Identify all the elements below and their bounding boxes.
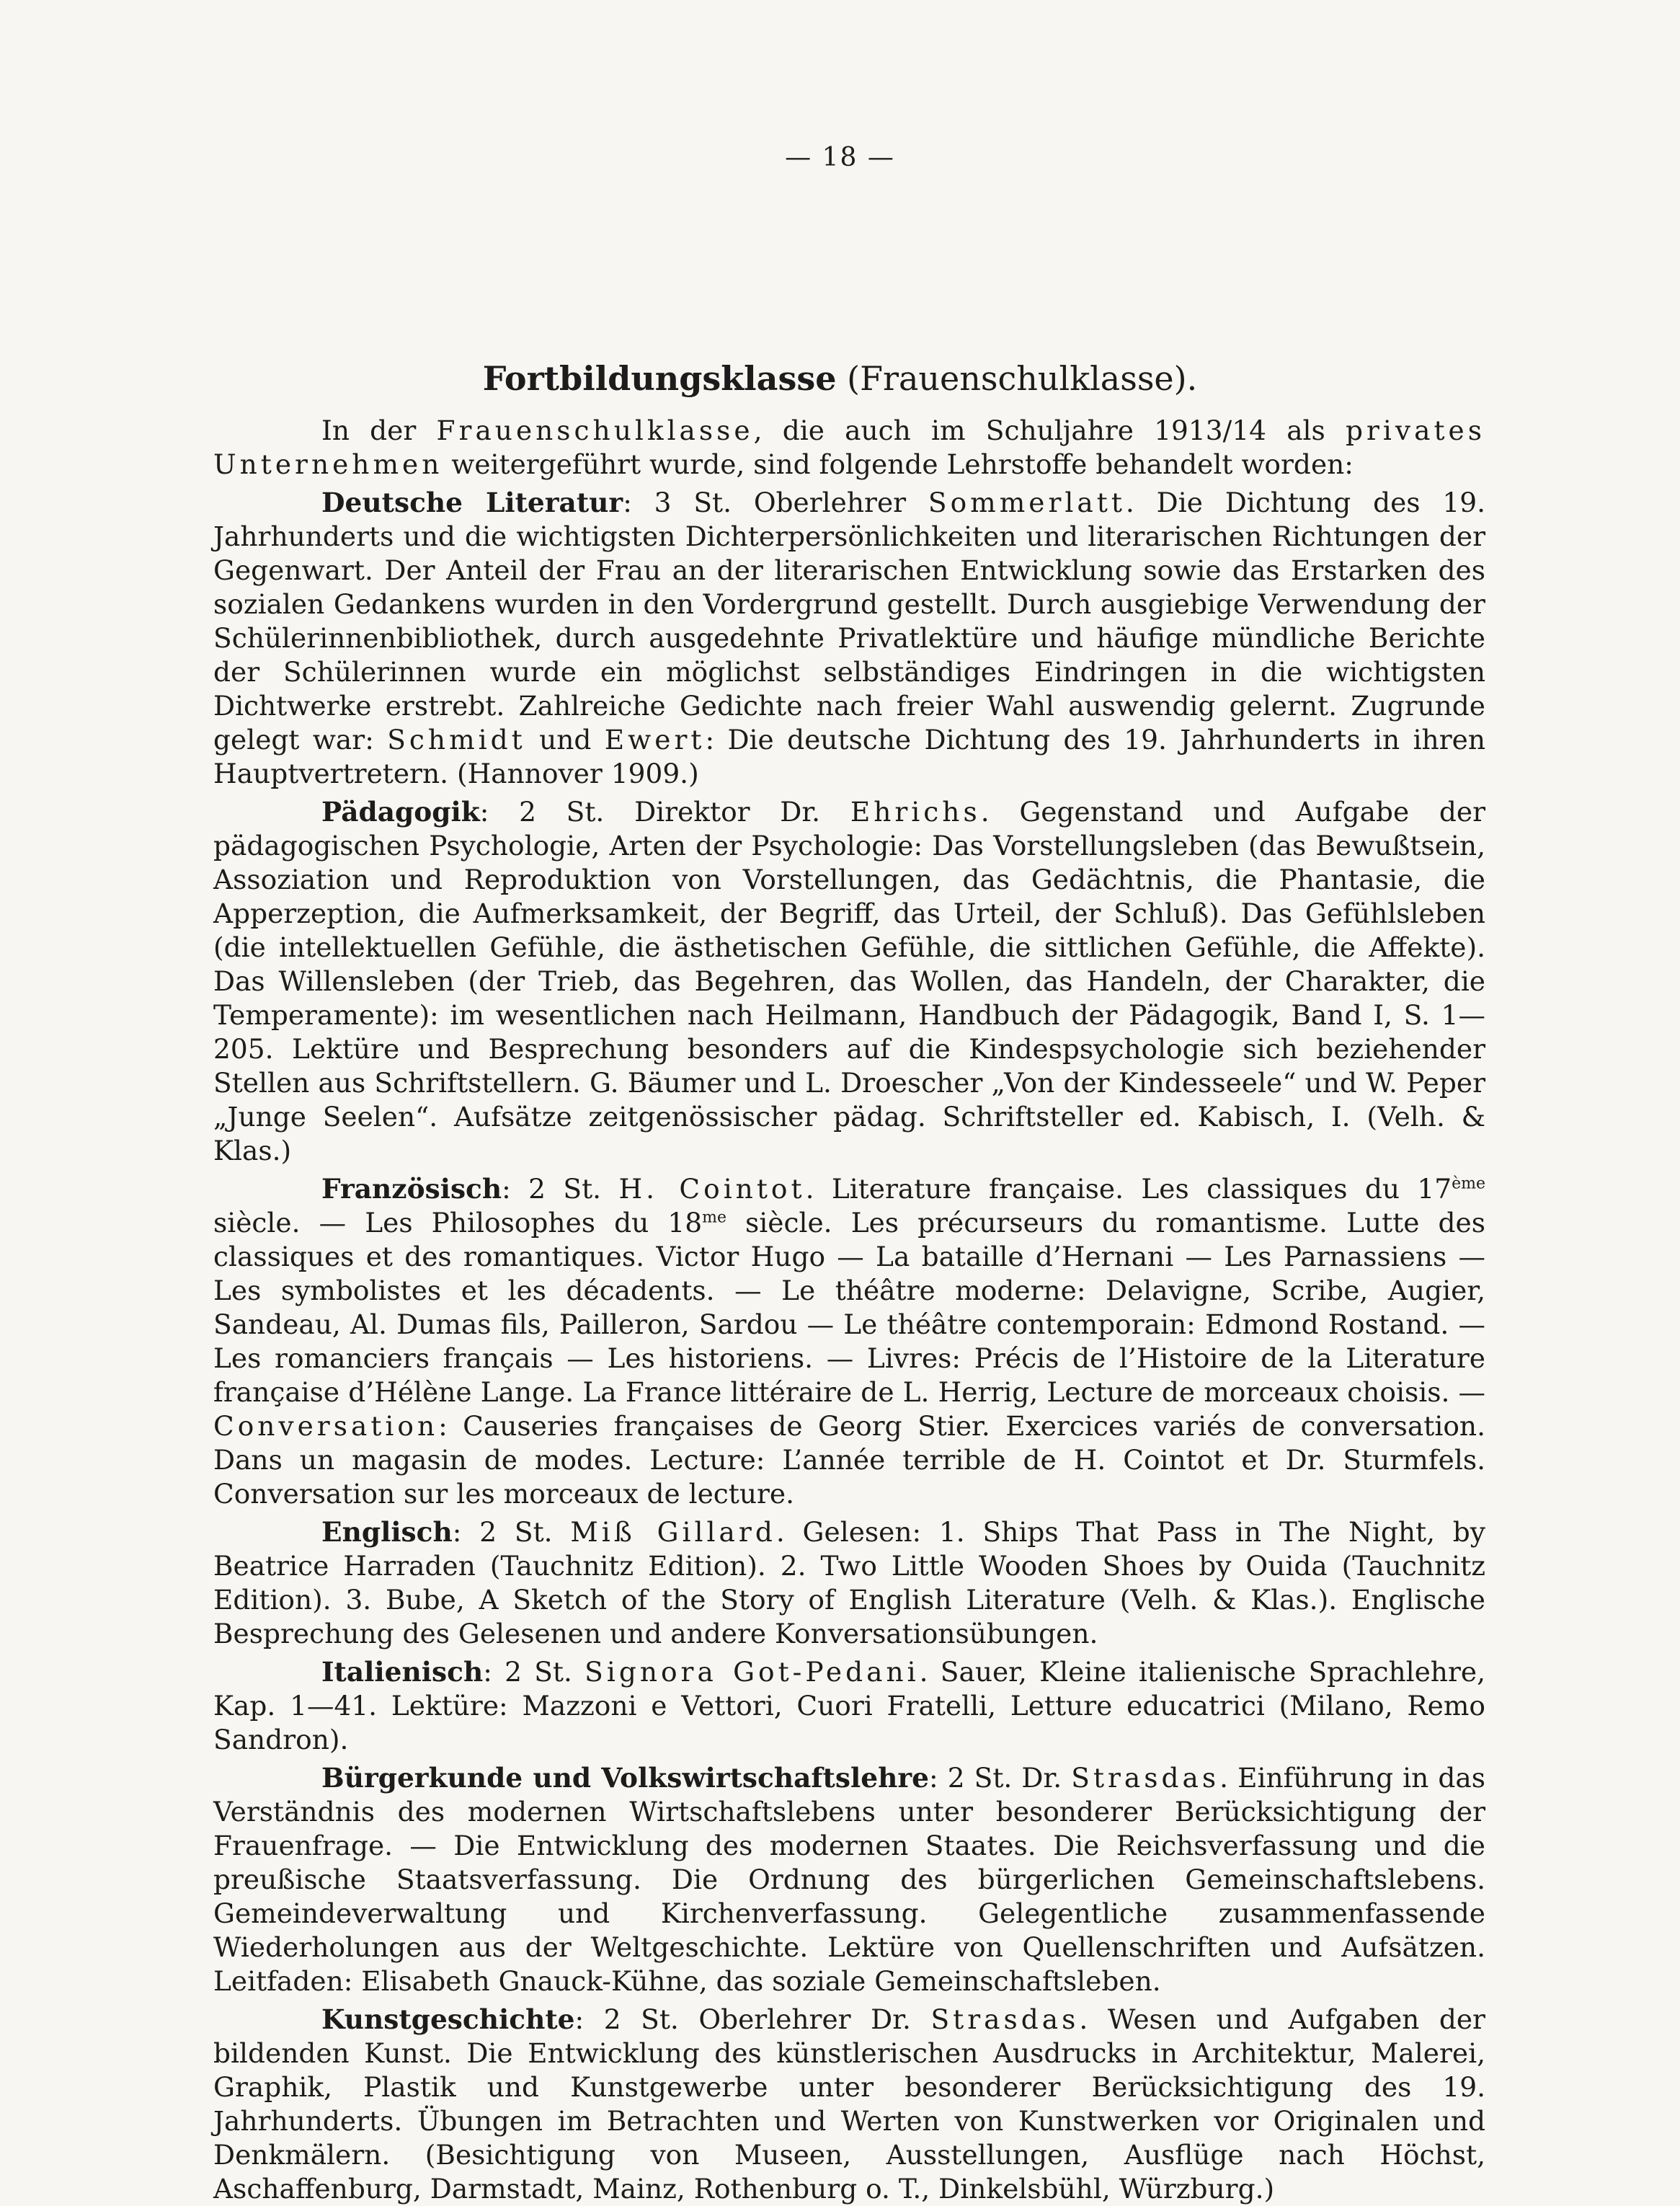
paragraph-franzoesisch: Französisch: 2 St. H. Cointot. Literature française. Les classiques du 17ème siècle. — Les Philosophes du $18^{me}$ siècle. Les précurseurs du romantisme. Lutte des classiques et des romantiques. Victor Hugo — La bataille d’Hernani — Les Parnassiens — Les symbolistes et les décadents. — Le théâtre moderne: Delavigne, Scribe, Augier, Sandeau, Al. Dumas fils, Pailleron, Sardou — Le théâtre contemporain: Edmond Rostand. — Les romanciers français — Les historiens. — Livres: Précis de l’Histoire de la Literature française d’Hélène Lange. La France littéraire de L. Herrig, Lecture de morceaux choisis. — Conversation: Causeries françaises de Georg Stier. Exercices variés de conversation. Dans un magasin de modes. Lecture: L’année terrible de H. Cointot et Dr. Sturmfels. Conversation sur les morceaux de lecture. (213, 1173, 1485, 1510)
subject-label: Pädagogik (321, 796, 480, 828)
section-heading (0, 359, 1680, 398)
subject-label: Bürgerkunde und Volkswirtschaftslehre (321, 1762, 929, 1794)
subject-label: Kunstgeschichte (321, 2003, 575, 2035)
paragraph-buergerkunde: Bürgerkunde und Volkswirtschaftslehre: 2 St. Dr. Strasdas. Einführung in das Verständnis des modernen Wirtschaftslebens unter besonderer Berücksichtigung der Frauenfrage. — Die Entwicklung des modernen Staates. Die Reichsverfassung und die preußische Staatsverfassung. Die Ordnung des bürgerlichen Gemeinschaftslebens. Gemeindeverwaltung und Kirchenverfassung. Gelegentliche zusammenfassende Wiederholungen aus der Weltgeschichte. Lektüre von Quellenschriften und Aufsätzen. Leitfaden: Elisabeth Gnauck-Kühne, das soziale Gemeinschaftsleben. (213, 1762, 1485, 1997)
intro-paragraph: In der Frauenschulklasse, die auch im Schuljahre 1913/14 als privates Unternehmen weitergeführt wurde, sind folgende Lehrstoffe behandelt worden: (213, 415, 1485, 480)
heading-subtitle: (Frauenschulklasse). (836, 359, 1198, 398)
body-text (213, 414, 1485, 2206)
paragraph-deutsche-literatur: Deutsche Literatur: 3 St. Oberlehrer Sommerlatt. Die Dichtung des 19. Jahrhunderts und die wichtigsten Dichterpersönlichkeiten und literarischen Richtungen der Gegenwart. Der Anteil der Frau an der literarischen Entwicklung sowie das Erstarken des sozialen Gedankens wurden in den Vordergrund gestellt. Durch ausgiebige Verwendung der Schülerinnenbibliothek, durch ausgedehnte Privatlektüre und häufige mündliche Berichte der Schülerinnen wurde ein möglichst selbständiges Eindringen in die wichtigsten Dichtwerke erstrebt. Zahlreiche Gedichte nach freier Wahl auswendig gelernt. Zugrunde gelegt war: Schmidt und Ewert: Die deutsche Dichtung des 19. Jahrhunderts in ihren Hauptvertretern. (Hannover 1909.) (213, 487, 1486, 789)
page-number: — 18 — (785, 143, 895, 172)
paragraph-kunstgeschichte: Kunstgeschichte: 2 St. Oberlehrer Dr. Strasdas. Wesen und Aufgaben der bildenden Kunst. Die Entwicklung des künstlerischen Ausdrucks in Architektur, Malerei, Graphik, Plastik und Kunstgewerbe unter besonderer Berücksichtigung des 19. Jahrhunderts. Übungen im Betrachten und Werten von Kunstwerken vor Originalen und Denkmälern. (Besichtigung von Museen, Ausstellungen, Ausflüge nach Höchst, Aschaffenburg, Darmstadt, Mainz, Rothenburg o. T., Dinkelsbühl, Würzburg.) (213, 2003, 1485, 2205)
paragraph-englisch: Englisch: 2 St. Miß Gillard. Gelesen: 1. Ships That Pass in The Night, by Beatrice Harraden (Tauchnitz Edition). 2. Two Little Wooden Shoes by Ouida (Tauchnitz Edition). 3. Bube, A Sketch of the Story of English Literature (Velh. & Klas.). Englische Besprechung des Gelesenen und andere Konversationsübungen. (213, 1516, 1485, 1649)
subject-label: Italienisch (321, 1656, 484, 1688)
subject-label: Deutsche Literatur (321, 487, 623, 518)
subject-label: Englisch (321, 1516, 453, 1548)
paragraph-italienisch: Italienisch: 2 St. Signora Got-Pedani. Sauer, Kleine italienische Sprachlehre, Kap. 1—41. Lektüre: Mazzoni e Vettori, Cuori Fratelli, Letture educatrici (Milano, Remo Sandron). (213, 1656, 1485, 1755)
subject-label: Französisch (321, 1173, 502, 1205)
heading-title: Fortbildungsklasse (482, 359, 837, 398)
paragraph-paedagogik: Pädagogik: 2 St. Direktor Dr. Ehrichs. Gegenstand und Aufgabe der pädagogischen Psychologie, Arten der Psychologie: Das Vorstellungsleben (das Bewußtsein, Assoziation und Reproduktion von Vorstellungen, das Gedächtnis, die Phantasie, die Apperzeption, die Aufmerksamkeit, der Begriff, das Urteil, der Schluß). Das Gefühlsleben (die intellektuellen Gefühle, die ästhetischen Gefühle, die sittlichen Gefühle, die Affekte). Das Willensleben (der Trieb, das Begehren, das Wollen, das Handeln, der Charakter, die Temperamente): im wesentlichen nach Heilmann, Handbuch der Pädagogik, Band I, S. 1—205. Lektüre und Besprechung besonders auf die Kindespsychologie sich beziehender Stellen aus Schriftstellern. G. Bäumer und L. Droescher „Von der Kindesseele“ und W. Peper „Junge Seelen“. Aufsätze zeitgenössischer pädag. Schriftsteller ed. Kabisch, I. (Velh. & Klas.) (213, 796, 1485, 1166)
